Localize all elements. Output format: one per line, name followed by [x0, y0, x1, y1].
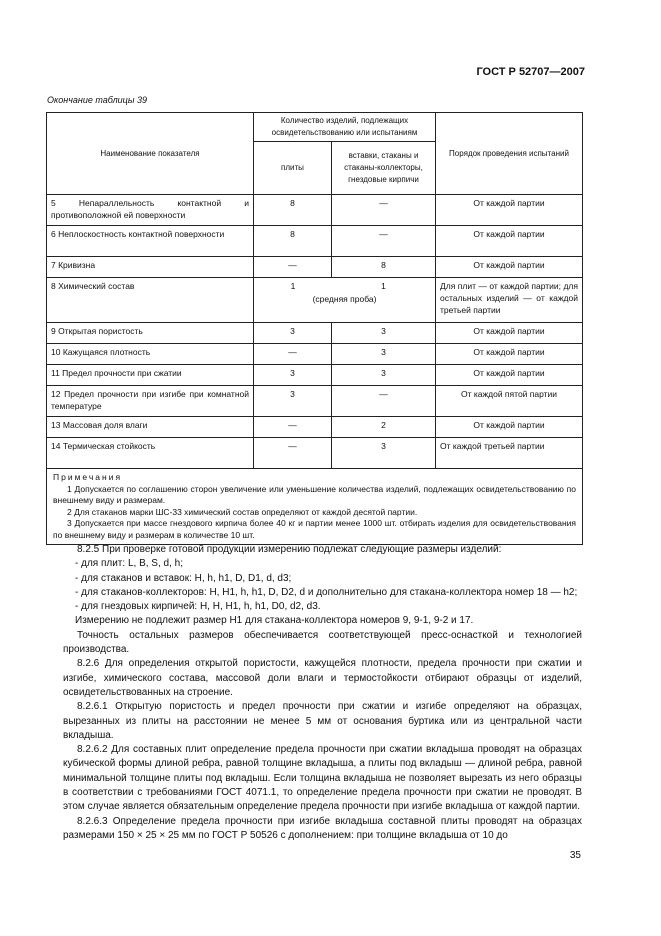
row-plates: — [254, 417, 332, 438]
row-name: 5 Непараллельность контактной и противоположной ей поверхности [47, 195, 254, 226]
row-plates: 1 [290, 281, 296, 291]
clause-8-2-5: 8.2.5 При проверке готовой продукции измерению подлежат следующие размеры изделий: [77, 544, 502, 555]
note-item: 3 Допускается при массе гнездового кирпича более 40 кг и партии менее 1000 шт. отбирать изделия для освидетельствования по внешнему виду и размерам в количестве 10 шт. [53, 518, 576, 540]
accuracy-note: Точность остальных размеров обеспечивается соответствующей пресс-оснасткой и технологией производства. [63, 629, 582, 656]
row-order: Для плит — от каждой партии; для остальных изделий — от каждой третьей партии [436, 278, 583, 323]
row-plates: 3 [254, 365, 332, 386]
row-name: 10 Кажущаяся плотность [47, 344, 254, 365]
size-list-bricks: - для гнездовых кирпичей: H, H, H1, h, h1, D0, d2, d3. [75, 601, 321, 613]
table-39-grid [46, 112, 583, 545]
row-order: От каждой третьей партии [436, 438, 583, 469]
row-inserts: 1 [381, 281, 386, 291]
note-item: 2 Для стаканов марки ШС-33 химический состав определяют от каждой десятой партии. [67, 506, 418, 517]
row-name: 8 Химический состав [47, 278, 254, 323]
clause-8-2-6-1: 8.2.6.1 Открытую пористость и предел прочности при сжатии и изгибе определяют на образцах, вырезанных из плиты на расстоянии не менее 5 мм от основания буртика или из центральной части вкладыша. [63, 701, 582, 741]
row-name: 14 Термическая стойкость [47, 438, 254, 469]
row-order: От каждой партии [436, 323, 583, 344]
row-plates: — [254, 257, 332, 278]
table-row [47, 226, 583, 257]
table-row [47, 386, 583, 417]
header-order: Порядок проведения испытаний [436, 113, 583, 195]
row-plates: — [254, 438, 332, 469]
table-row [47, 323, 583, 344]
table-caption: Окончание таблицы 39 [47, 95, 147, 105]
row-plates: 8 [254, 226, 332, 257]
row-plates: 3 [254, 323, 332, 344]
row-order: От каждой партии [436, 344, 583, 365]
clause-8-2-6: 8.2.6 Для определения открытой пористости, кажущейся плотности, предела прочности при сжатии и изгибе, химического состава, массовой доли влаги и термостойкости отбирают образцы от изделий, освидетельствованных на строение. [63, 658, 582, 698]
clause-8-2-6-3: 8.2.6.3 Определение предела прочности при изгибе вкладыша составной плиты проводят на образцах размерами 150 × 25 × 25 мм по ГОСТ Р 50526 с дополнением: при толщине вкладыша от 10 до [63, 815, 582, 841]
row-inserts: — [332, 195, 436, 226]
notes-title: Примечания [53, 472, 123, 482]
header-qty-group: Количество изделий, подлежащих освидетельствованию или испытаниям [254, 113, 436, 142]
size-list-collectors: - для стаканов-коллекторов: H, H1, h, h1, D, D2, d и дополнительно для стакана-коллектора номер 18 — h2; [75, 586, 578, 598]
clause-8-2-6-2: 8.2.6.2 Для составных плит определение предела прочности при сжатии вкладыша проводят на образцах кубической формы длиной ребра, равной толщине вкладыша, а плиты под вкладыш — длиной ребра, равной минимальной толщине плиты под вкладыш. Если толщина вкладыша не позволяет вырезать из него образцы в соответствии с требованиями ГОСТ 4071.1, то определение предела прочности при сжатии не проводят. В этом случае является обязательным определение предела прочности при изгибе вкладыша от каждой партии. [63, 744, 582, 813]
table-row [47, 195, 583, 226]
row-inserts: 2 [332, 417, 436, 438]
table-39 [46, 112, 582, 545]
row-order: От каждой пятой партии [436, 386, 583, 417]
row-inserts: 3 [332, 344, 436, 365]
row-order: От каждой партии [436, 226, 583, 257]
row-inserts: 3 [332, 438, 436, 469]
document-id: ГОСТ Р 52707—2007 [476, 66, 585, 78]
header-name: Наименование показателя [47, 113, 254, 195]
row-inserts: — [332, 226, 436, 257]
header-plates: плиты [254, 142, 332, 195]
row-inserts: 8 [332, 257, 436, 278]
row-inserts: 3 [332, 323, 436, 344]
size-list-inserts: - для стаканов и вставок: H, h, h1, D, D1, d, d3; [75, 572, 292, 584]
row-merged-note: (средняя проба) [312, 294, 377, 304]
table-notes [47, 469, 583, 545]
table-row [47, 257, 583, 278]
row-plates: 8 [254, 195, 332, 226]
row-name: 7 Кривизна [47, 257, 254, 278]
row-name: 6 Неплоскостность контактной поверхности [47, 226, 254, 257]
row-plates: — [254, 344, 332, 365]
row-name: 11 Предел прочности при сжатии [47, 365, 254, 386]
note-item: 1 Допускается по соглашению сторон увеличение или уменьшение количества изделий, подлежащих освидетельствованию по внешнему виду и размерам. [53, 483, 576, 505]
table-row [47, 417, 583, 438]
row-inserts: — [332, 386, 436, 417]
row-inserts: 3 [332, 365, 436, 386]
table-row [47, 438, 583, 469]
row-plates: 3 [254, 386, 332, 417]
table-row [47, 365, 583, 386]
row-name: 12 Предел прочности при изгибе при комнатной температуре [47, 386, 254, 417]
size-list-plates: - для плит: L, B, S, d, h; [75, 558, 183, 570]
row-qty-merged [254, 278, 436, 323]
row-name: 13 Массовая доля влаги [47, 417, 254, 438]
row-order: От каждой партии [436, 257, 583, 278]
row-name: 9 Открытая пористость [47, 323, 254, 344]
table-row [47, 344, 583, 365]
body-text [63, 543, 582, 843]
not-measured-note: Измерению не подлежит размер H1 для стакана-коллектора номеров 9, 9-1, 9-2 и 17. [75, 615, 474, 627]
row-order: От каждой партии [436, 365, 583, 386]
table-row [47, 278, 583, 323]
header-inserts: вставки, стаканы и стаканы-коллекторы, гнездовые кирпичи [332, 142, 436, 195]
row-order: От каждой партии [436, 195, 583, 226]
page-number: 35 [569, 850, 581, 861]
row-order: От каждой партии [436, 417, 583, 438]
